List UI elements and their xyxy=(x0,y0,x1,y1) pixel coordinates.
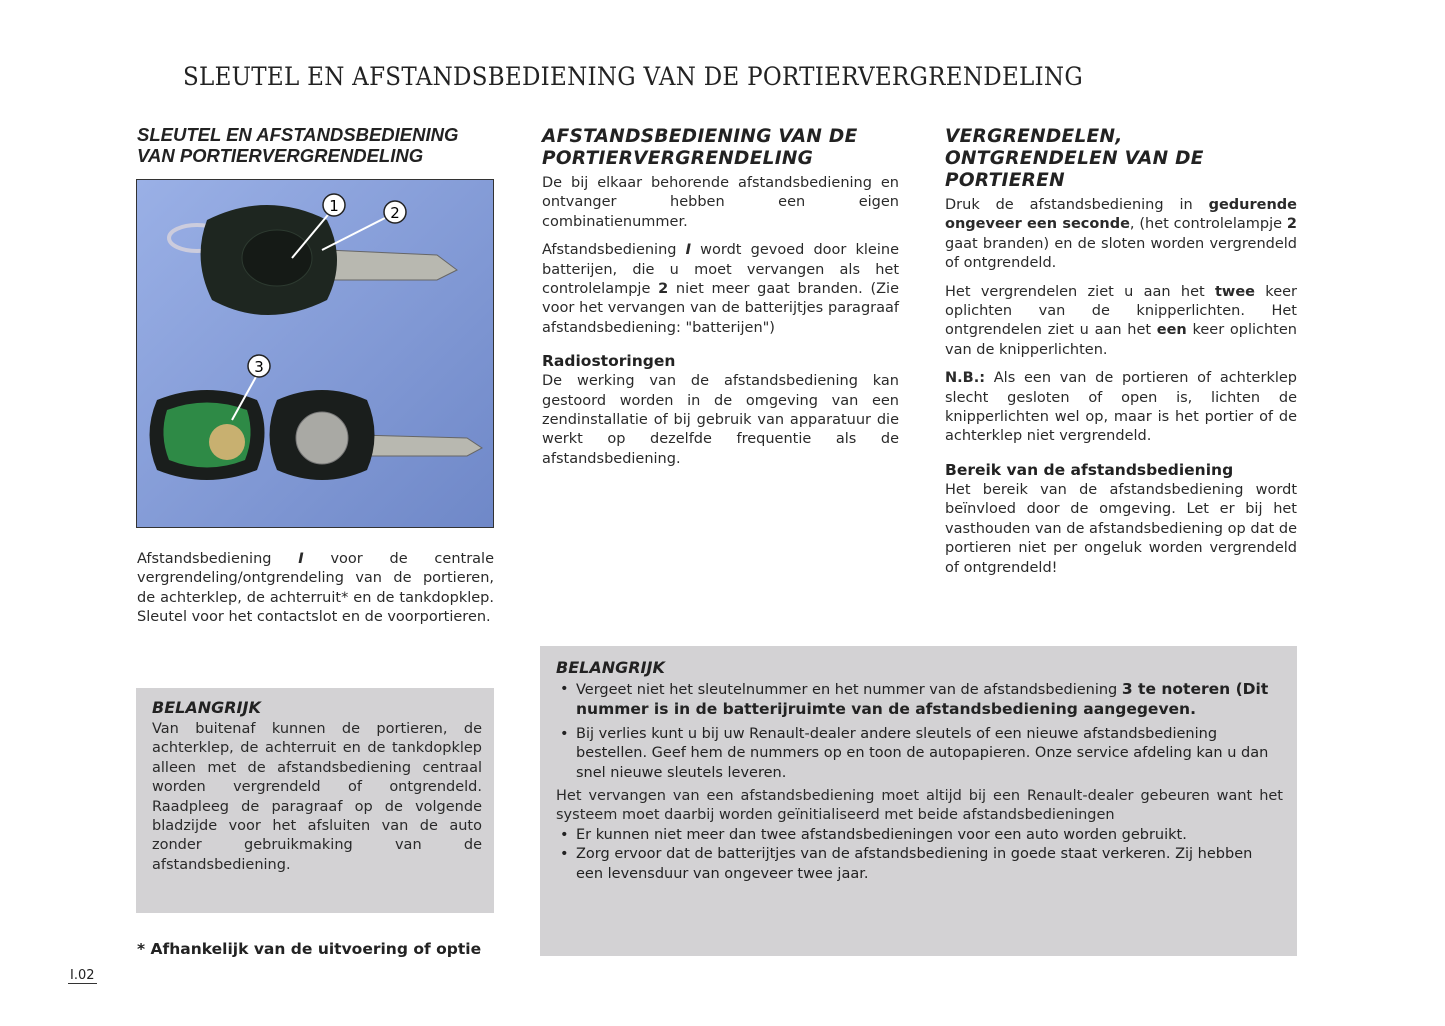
column-key xyxy=(137,124,494,170)
important-heading: BELANGRIJK xyxy=(152,698,261,717)
key-remote-photo xyxy=(136,179,494,528)
list-item xyxy=(556,680,1283,721)
column-locking xyxy=(945,126,1297,587)
footnote: * Afhankelijk van de uitvoering of optie xyxy=(137,940,482,958)
important-box-right xyxy=(540,646,1297,956)
text: gaat branden) en de sloten worden vergrendeld of ontgrendeld. xyxy=(945,235,1297,272)
paragraph: De bij elkaar behorende afstandsbediening en ontvanger hebben een eigen combinatienummer. xyxy=(542,175,899,230)
ref: 2 xyxy=(1286,216,1297,233)
paragraph: Het bereik van de afstandsbediening wordt beïnvloed door de omgeving. Let er bij het vasthouden van de afstandsbediening op dat de portieren niet per ongeluk worden vergrendeld of ontgrendeld! xyxy=(945,481,1297,576)
subheading: Bereik van de afstandsbediening xyxy=(945,460,1234,479)
emph: 3 te noteren (Dit nummer is in de batterijruimte van de afstandsbediening aangegeven. xyxy=(576,680,1269,719)
paragraph xyxy=(945,196,1297,274)
text: Vergeet niet het sleutelnummer en het nummer van de afstandsbediening xyxy=(576,682,1122,698)
column-remote xyxy=(542,126,899,478)
section-heading: VERGRENDELEN, ONTGRENDELEN VAN DE PORTIEREN xyxy=(945,126,1204,191)
caption-ref: I xyxy=(298,551,304,567)
page-title: SLEUTEL EN AFSTANDSBEDIENING VAN DE PORTIERVERGRENDELING xyxy=(183,62,1083,91)
callout-1: 1 xyxy=(329,197,339,215)
caption-text: Afstandsbediening xyxy=(137,551,299,567)
paragraph xyxy=(945,369,1297,447)
figure-caption xyxy=(137,550,494,637)
text: keer oplichten van de knipperlichten. xyxy=(945,322,1297,358)
emph: gedurende ongeveer een seconde xyxy=(945,197,1297,233)
key-illustration xyxy=(137,180,493,527)
important-heading: BELANGRIJK xyxy=(556,658,665,677)
important-text: Van buitenaf kunnen de portieren, de achterklep, de achterruit en de tankdopklep alleen met de afstandsbediening centraal worden vergrendeld of ontgrendeld. Raadpleeg de paragraaf op de volgende bladzijde voor het afsluiten van de auto zonder gebruikmaking van de afstandsbediening. xyxy=(152,721,482,873)
list-item: • Zorg ervoor dat de batterijtjes van de afstandsbediening in goede staat verkeren. Zij hebben een levensduur van ongeveer twee jaar. xyxy=(556,845,1283,884)
nb-label: N.B.: xyxy=(945,370,986,387)
emph: een xyxy=(1156,322,1187,339)
paragraph: De werking van de afstandsbediening kan gestoord worden in de omgeving van een zendinstallatie of bij gebruik van apparatuur die werkt op dezelfde frequentie als de afstandsbediening. xyxy=(542,373,899,467)
text: Druk de afstandsbediening in xyxy=(945,197,1209,213)
text: Het vergrendelen ziet u aan het xyxy=(945,283,1215,300)
text: Als een van de portieren of achterklep slecht gesloten of open is, lichten de knipperlichten wel op, maar is het portier of de achterklep niet vergrendeld. xyxy=(945,370,1297,445)
text: keer oplichten van de knipperlichten. Het ontgrendelen ziet u aan het xyxy=(945,283,1297,339)
caption-text: voor de centrale vergrendeling/ontgrendeling van de portieren, de achterklep, de achterruit* en de tankdopklep. Sleutel voor het contactslot en de voorportieren. xyxy=(137,551,494,626)
page-number: I.02 xyxy=(70,968,95,983)
paragraph: Het vervangen van een afstandsbediening moet altijd bij een Renault-dealer gebeuren want het systeem moet daarbij worden geïnitialiseerd met beide afstandsbedieningen xyxy=(556,788,1283,824)
callout-3: 3 xyxy=(254,358,264,376)
important-box-left xyxy=(136,688,494,913)
text: niet meer gaat branden. (Zie voor het vervangen van de batterijtjes paragraaf afstandsbediening: "batterijen") xyxy=(542,281,899,336)
section-heading: SLEUTEL EN AFSTANDSBEDIENING VAN PORTIERVERGRENDELING xyxy=(137,124,459,166)
callout-2: 2 xyxy=(390,204,400,222)
paragraph xyxy=(542,241,899,338)
paragraph xyxy=(945,283,1297,361)
text: wordt gevoed door kleine batterijen, die u moet vervangen als het controlelampje xyxy=(542,242,899,298)
ref: I xyxy=(685,242,692,259)
list-item: • Er kunnen niet meer dan twee afstandsbedieningen voor een auto worden gebruikt. xyxy=(556,826,1283,845)
text: , (het controlelampje xyxy=(1129,216,1287,233)
ref: 2 xyxy=(658,281,669,298)
subheading: Radiostoringen xyxy=(542,352,676,371)
list-item: • Bij verlies kunt u bij uw Renault-dealer andere sleutels of een nieuwe afstandsbediening bestellen. Geef hem de nummers op en toon de autopapieren. Onze service afdeling kan u dan snel nieuwe sleutels leveren. xyxy=(556,725,1283,783)
text: Afstandsbediening xyxy=(542,242,686,259)
emph: twee xyxy=(1215,283,1255,300)
section-heading: AFSTANDSBEDIENING VAN DE PORTIERVERGRENDELING xyxy=(542,126,858,169)
